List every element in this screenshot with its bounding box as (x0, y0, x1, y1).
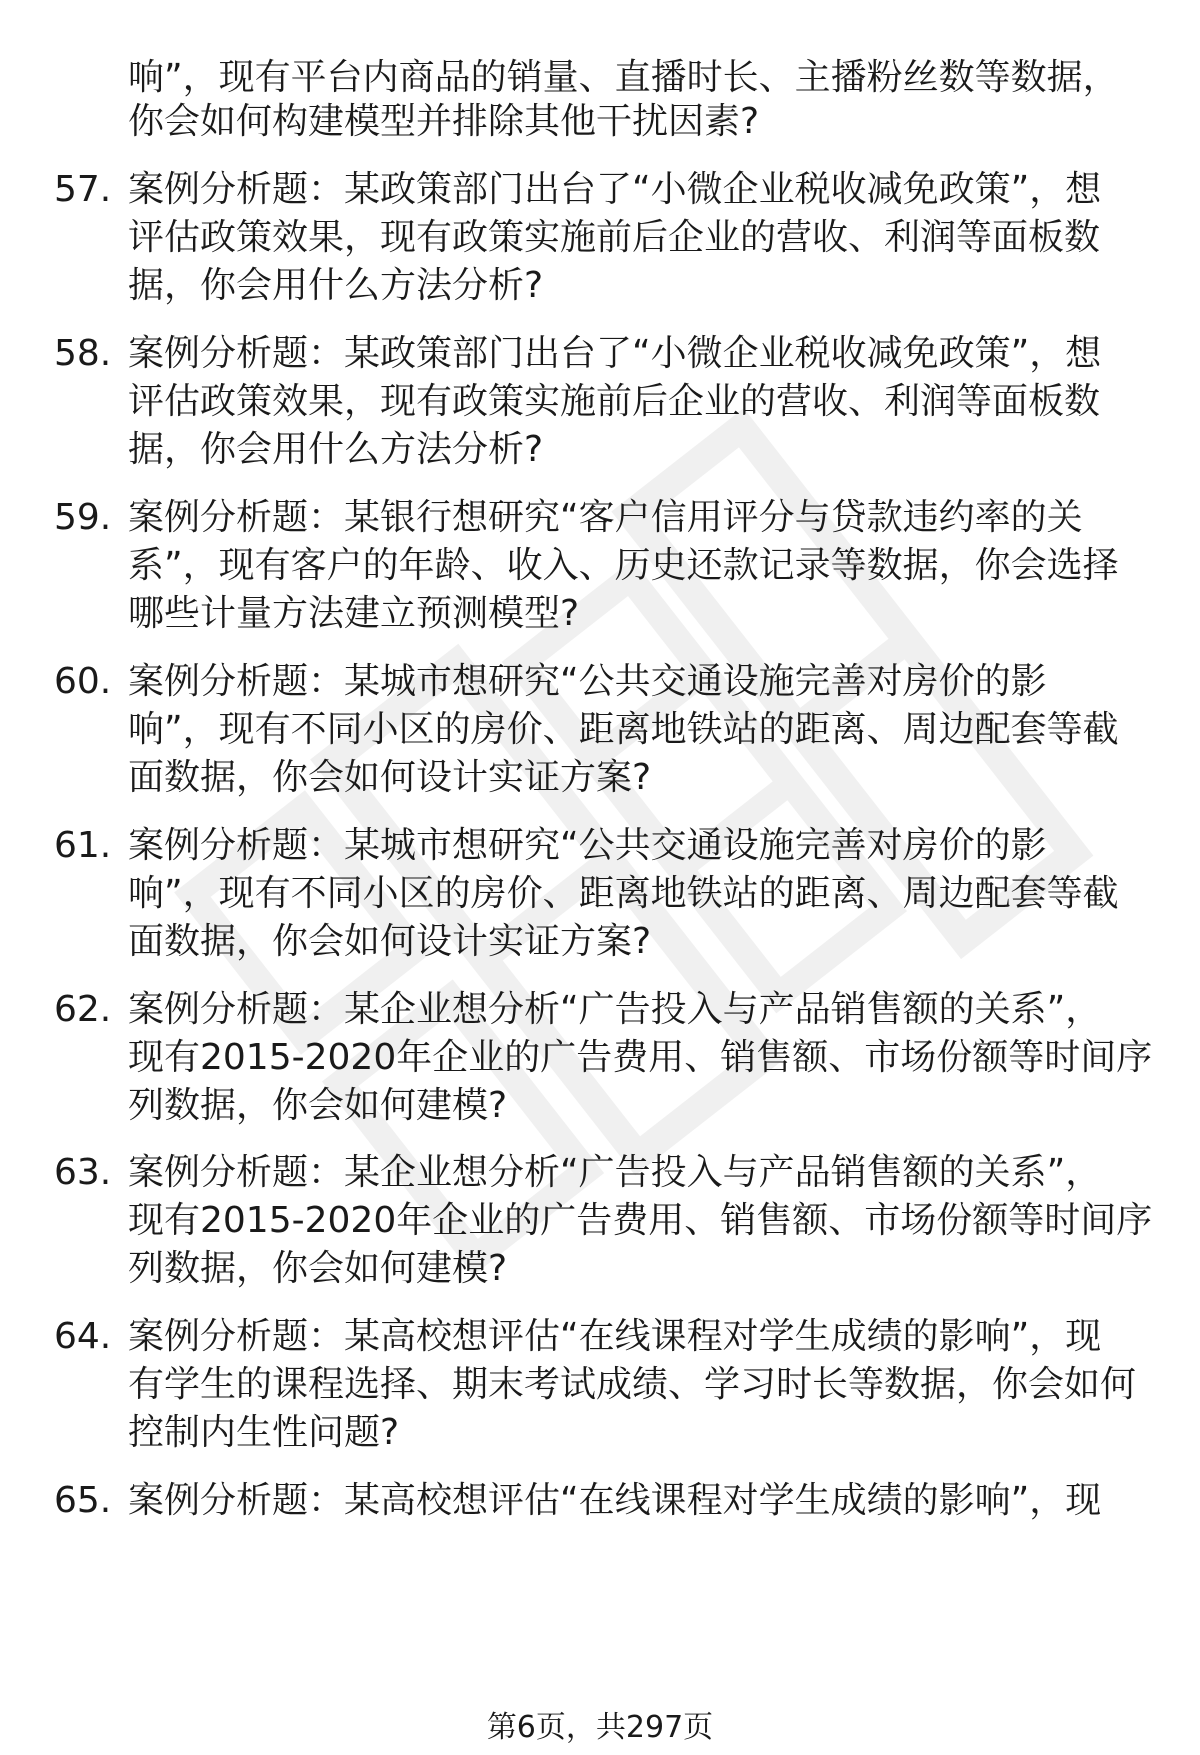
question-number: 60. (54, 661, 112, 702)
question-text-line: 响”，现有不同小区的房价、距离地铁站的距离、周边配套等截 (128, 873, 1119, 914)
question-number: 64. (54, 1316, 112, 1357)
question-number: 59. (54, 497, 112, 538)
question-text-line: 评估政策效果，现有政策实施前后企业的营收、利润等面板数 (128, 217, 1101, 258)
question-number: 61. (54, 825, 112, 866)
question-text-line: 评估政策效果，现有政策实施前后企业的营收、利润等面板数 (128, 381, 1101, 422)
question-text-line: 响”，现有不同小区的房价、距离地铁站的距离、周边配套等截 (128, 709, 1119, 750)
question-text-line: 案例分析题：某高校想评估“在线课程对学生成绩的影响”，现 (128, 1316, 1102, 1357)
question-text-line: 控制内生性问题? (128, 1412, 400, 1453)
question-text-line: 案例分析题：某城市想研究“公共交通设施完善对房价的影 (128, 661, 1047, 702)
question-number: 63. (54, 1152, 112, 1193)
page-footer: 第6页，共297页 (486, 1710, 714, 1745)
question-text-line: 案例分析题：某政策部门出台了“小微企业税收减免政策”，想 (128, 333, 1102, 374)
question-text-line: 现有2015-2020年企业的广告费用、销售额、市场份额等时间序 (128, 1037, 1153, 1078)
question-text-line: 案例分析题：某企业想分析“广告投入与产品销售额的关系”， (128, 989, 1102, 1030)
question-text-line: 案例分析题：某政策部门出台了“小微企业税收减免政策”，想 (128, 169, 1102, 210)
question-text-line: 你会如何构建模型并排除其他干扰因素? (128, 101, 760, 142)
question-text-line: 列数据，你会如何建模? (128, 1248, 508, 1289)
question-number: 62. (54, 989, 112, 1030)
question-text-line: 现有2015-2020年企业的广告费用、销售额、市场份额等时间序 (128, 1200, 1153, 1241)
question-number: 65. (54, 1480, 112, 1521)
question-text-line: 面数据，你会如何设计实证方案? (128, 921, 652, 962)
question-text-line: 据，你会用什么方法分析? (128, 429, 544, 470)
question-text-line: 面数据，你会如何设计实证方案? (128, 757, 652, 798)
question-text-line: 案例分析题：某企业想分析“广告投入与产品销售额的关系”， (128, 1152, 1102, 1193)
question-text-line: 案例分析题：某城市想研究“公共交通设施完善对房价的影 (128, 825, 1047, 866)
question-text-line: 案例分析题：某银行想研究“客户信用评分与贷款违约率的关 (128, 497, 1083, 538)
question-text-line: 据，你会用什么方法分析? (128, 265, 544, 306)
question-text-line: 列数据，你会如何建模? (128, 1085, 508, 1126)
question-text-line: 案例分析题：某高校想评估“在线课程对学生成绩的影响”，现 (128, 1480, 1102, 1521)
question-number: 57. (54, 169, 112, 210)
question-text-line: 系”，现有客户的年龄、收入、历史还款记录等数据，你会选择 (128, 545, 1119, 586)
question-text-line: 响”，现有平台内商品的销量、直播时长、主播粉丝数等数据， (128, 57, 1119, 98)
question-text-line: 有学生的课程选择、期末考试成绩、学习时长等数据，你会如何 (128, 1364, 1137, 1405)
question-number: 58. (54, 333, 112, 374)
question-text-line: 哪些计量方法建立预测模型? (128, 593, 580, 634)
